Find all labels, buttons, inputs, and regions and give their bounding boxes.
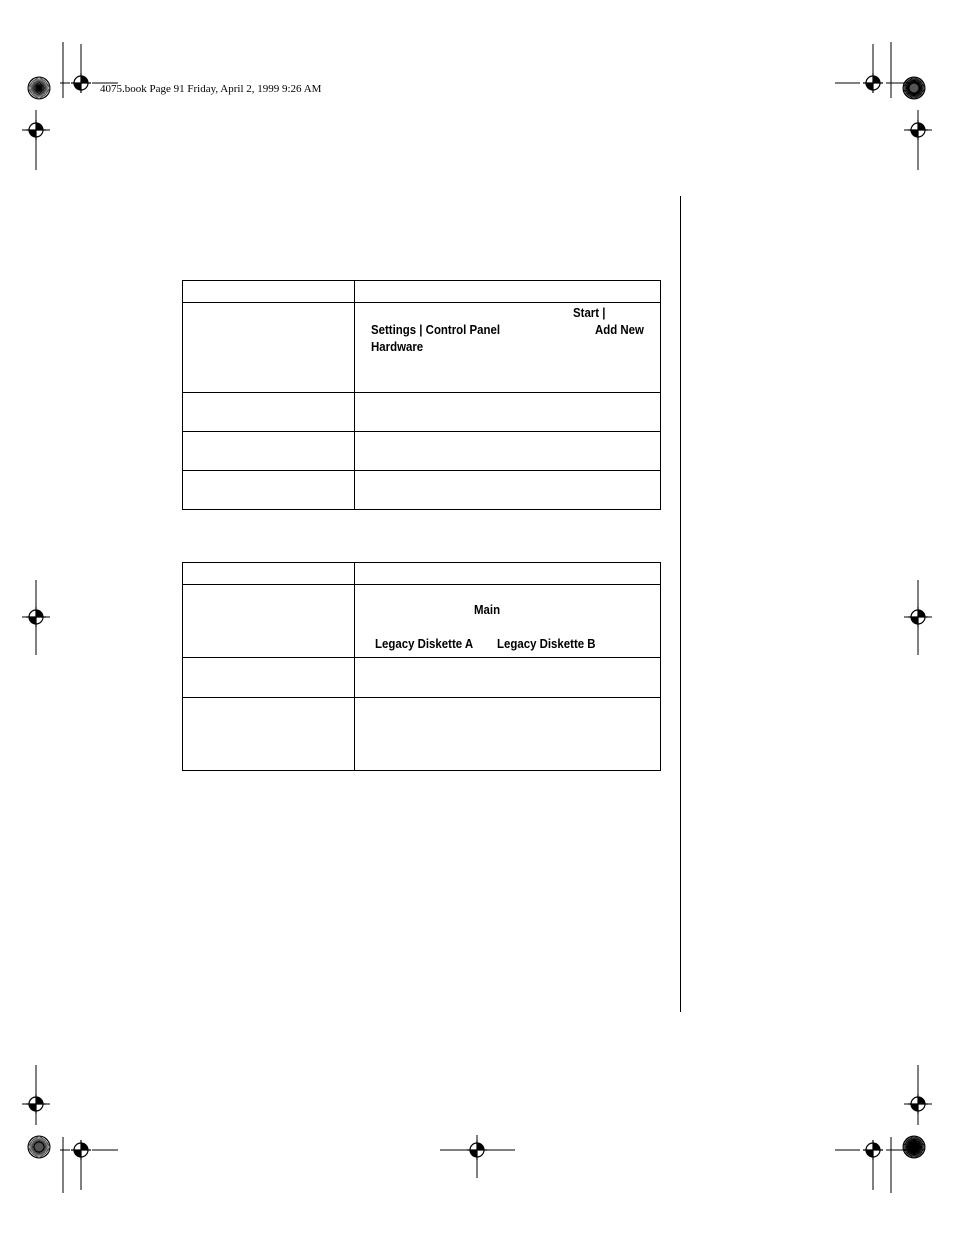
term-settings-control-panel: Settings | Control Panel <box>371 322 501 337</box>
table-2 <box>182 562 661 771</box>
term-main: Main <box>474 602 501 617</box>
table-row <box>183 658 661 698</box>
starburst-mark <box>28 77 50 99</box>
running-head: 4075.book Page 91 Friday, April 2, 1999 9:26 AM <box>100 83 322 95</box>
table-row <box>183 585 661 658</box>
term-hardware: Hardware <box>371 339 424 354</box>
table-row <box>183 303 661 393</box>
table-1 <box>182 280 661 510</box>
table-row <box>183 471 661 510</box>
starburst-mark <box>903 77 925 99</box>
term-start: Start | <box>573 305 606 320</box>
starburst-mark <box>28 1136 50 1158</box>
table-row <box>183 432 661 471</box>
term-add-new: Add New <box>595 322 644 337</box>
table-row <box>183 563 661 585</box>
table-row <box>183 281 661 303</box>
term-legacy-diskette-b: Legacy Diskette B <box>497 636 596 651</box>
table-row <box>183 698 661 771</box>
sidebar-rule <box>680 196 681 1012</box>
starburst-mark <box>903 1136 925 1158</box>
table-row <box>183 393 661 432</box>
term-legacy-diskette-a: Legacy Diskette A <box>375 636 474 651</box>
